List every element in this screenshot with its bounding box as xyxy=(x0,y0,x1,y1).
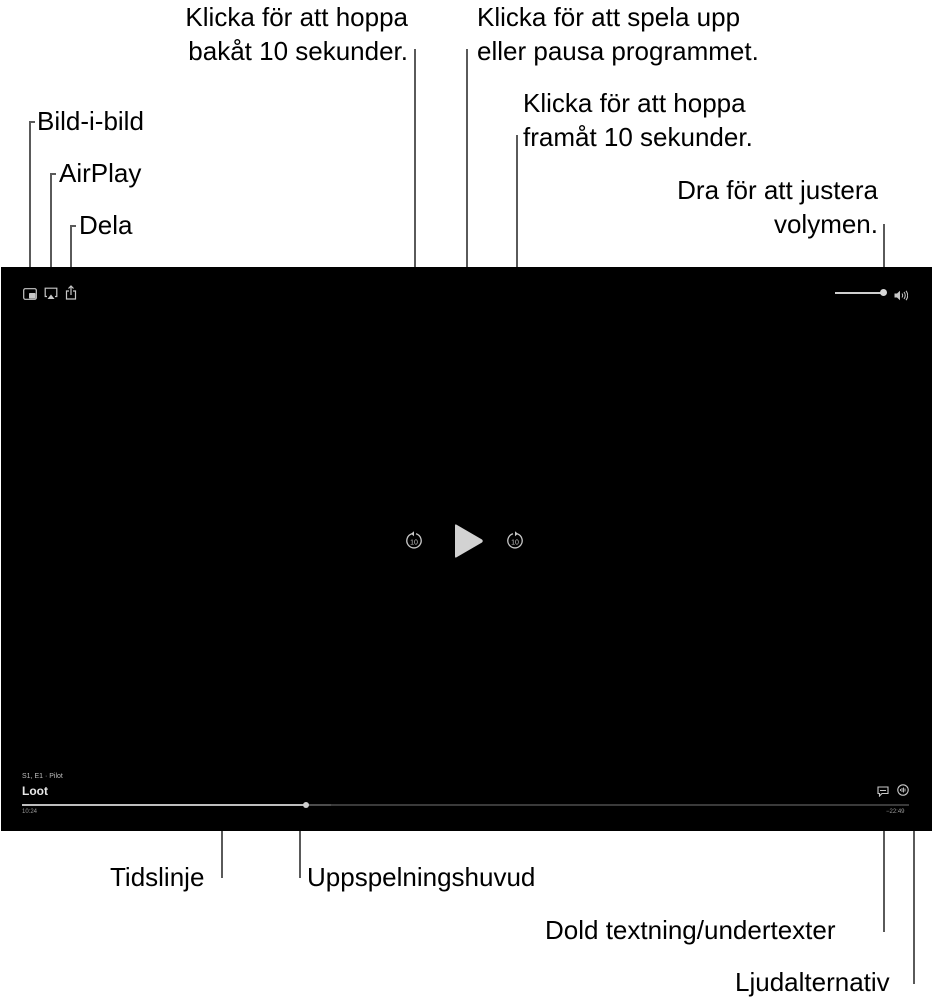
callout-play xyxy=(477,0,759,68)
skip-fwd-seconds: 10 xyxy=(511,539,519,547)
callout-subtitles: Dold textning/undertexter xyxy=(545,915,836,945)
callout-skip-back-line1: Klicka för att hoppa xyxy=(185,2,408,32)
timeline[interactable] xyxy=(22,801,909,809)
skip-forward-10-icon[interactable] xyxy=(506,531,524,550)
skip-back-10-icon[interactable] xyxy=(405,531,423,550)
episode-label: S1, E1 · Pilot xyxy=(22,773,63,780)
callout-volume-line1: Dra för att justera xyxy=(677,175,878,205)
volume-track xyxy=(835,292,885,294)
video-player[interactable] xyxy=(1,267,932,831)
share-icon[interactable] xyxy=(65,285,77,300)
elapsed-time: 10:24 xyxy=(22,809,38,815)
callout-play-line1: Klicka för att spela upp xyxy=(477,2,741,32)
speaker-volume-icon[interactable] xyxy=(894,288,908,299)
callout-play-line2: eller pausa programmet. xyxy=(477,36,759,66)
playhead[interactable] xyxy=(303,802,309,808)
show-title: Loot xyxy=(22,784,48,798)
callout-skip-fwd-line1: Klicka för att hoppa xyxy=(523,88,746,118)
callout-skip-back-line2: bakåt 10 sekunder. xyxy=(188,36,408,66)
callout-airplay: AirPlay xyxy=(59,158,142,188)
callout-playhead: Uppspelningshuvud xyxy=(307,862,536,892)
subtitles-icon[interactable] xyxy=(877,784,889,795)
callout-skip-fwd-line2: framåt 10 sekunder. xyxy=(523,122,753,152)
play-icon xyxy=(452,523,484,559)
audio-options-icon[interactable] xyxy=(897,783,909,795)
remaining-time: −22:49 xyxy=(886,809,905,815)
leader-pip xyxy=(29,122,31,282)
volume-knob[interactable] xyxy=(880,289,887,296)
callout-skip-back xyxy=(150,0,408,68)
volume-slider[interactable] xyxy=(835,287,889,299)
timeline-elapsed xyxy=(22,804,306,806)
callout-volume-line2: volymen. xyxy=(773,209,878,239)
callout-skip-fwd xyxy=(523,86,753,154)
play-button[interactable] xyxy=(452,523,484,559)
picture-in-picture-icon[interactable] xyxy=(23,287,37,299)
leader-share-h xyxy=(70,225,76,227)
callout-audio: Ljudalternativ xyxy=(735,967,890,997)
skip-back-seconds: 10 xyxy=(410,539,418,547)
leader-airplay-h xyxy=(50,173,56,175)
callout-timeline: Tidslinje xyxy=(110,862,205,892)
timeline-buffer xyxy=(306,804,331,806)
airplay-icon[interactable] xyxy=(44,287,58,300)
callout-share: Dela xyxy=(79,210,133,240)
callout-volume xyxy=(600,173,878,241)
callout-pip: Bild-i-bild xyxy=(37,106,144,136)
leader-airplay xyxy=(50,174,52,282)
leader-pip-h xyxy=(29,121,35,123)
